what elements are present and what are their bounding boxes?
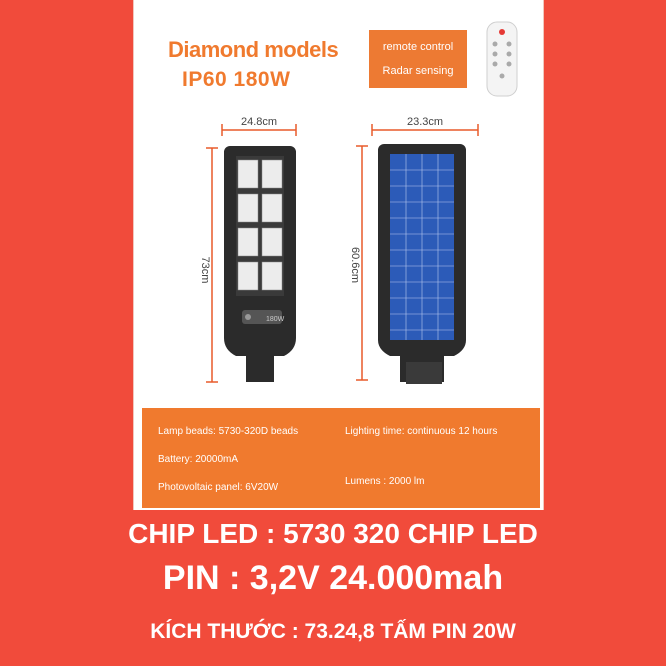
model-title: Diamond models xyxy=(168,37,339,62)
lamp-height-label: 73cm xyxy=(199,256,211,284)
panel-height-label: 60.6cm xyxy=(349,246,361,284)
model-subtitle: IP60 180W xyxy=(182,68,291,91)
street-lamp-image xyxy=(224,146,296,382)
chip-led-text: CHIP LED : 5730 320 CHIP LED xyxy=(128,518,538,549)
spec-lamp-beads: Lamp beads: 5730-320D beads xyxy=(158,426,299,437)
feature-remote-control: remote control xyxy=(382,41,454,53)
size-text: KÍCH THƯỚC : 73.24,8 TẤM PIN 20W xyxy=(150,620,516,643)
feature-radar-sensing: Radar sensing xyxy=(382,65,454,77)
spec-lighting-time: Lighting time: continuous 12 hours xyxy=(345,426,498,437)
lamp-power-label: 180W xyxy=(266,316,285,323)
spec-battery: Battery: 20000mA xyxy=(158,454,239,465)
remote-control-icon xyxy=(481,20,523,98)
features-box xyxy=(369,30,467,88)
spec-pv-panel: Photovoltaic panel: 6V20W xyxy=(158,482,279,493)
spec-lumens: Lumens : 2000 lm xyxy=(345,476,425,487)
battery-text: PIN : 3,2V 24.000mah xyxy=(162,559,504,597)
panel-width-label: 23.3cm xyxy=(406,116,444,128)
lamp-width-label: 24.8cm xyxy=(240,116,278,128)
specs-box xyxy=(142,408,540,508)
solar-panel-image xyxy=(378,144,466,384)
lamp-dimension-diagram xyxy=(190,110,490,400)
